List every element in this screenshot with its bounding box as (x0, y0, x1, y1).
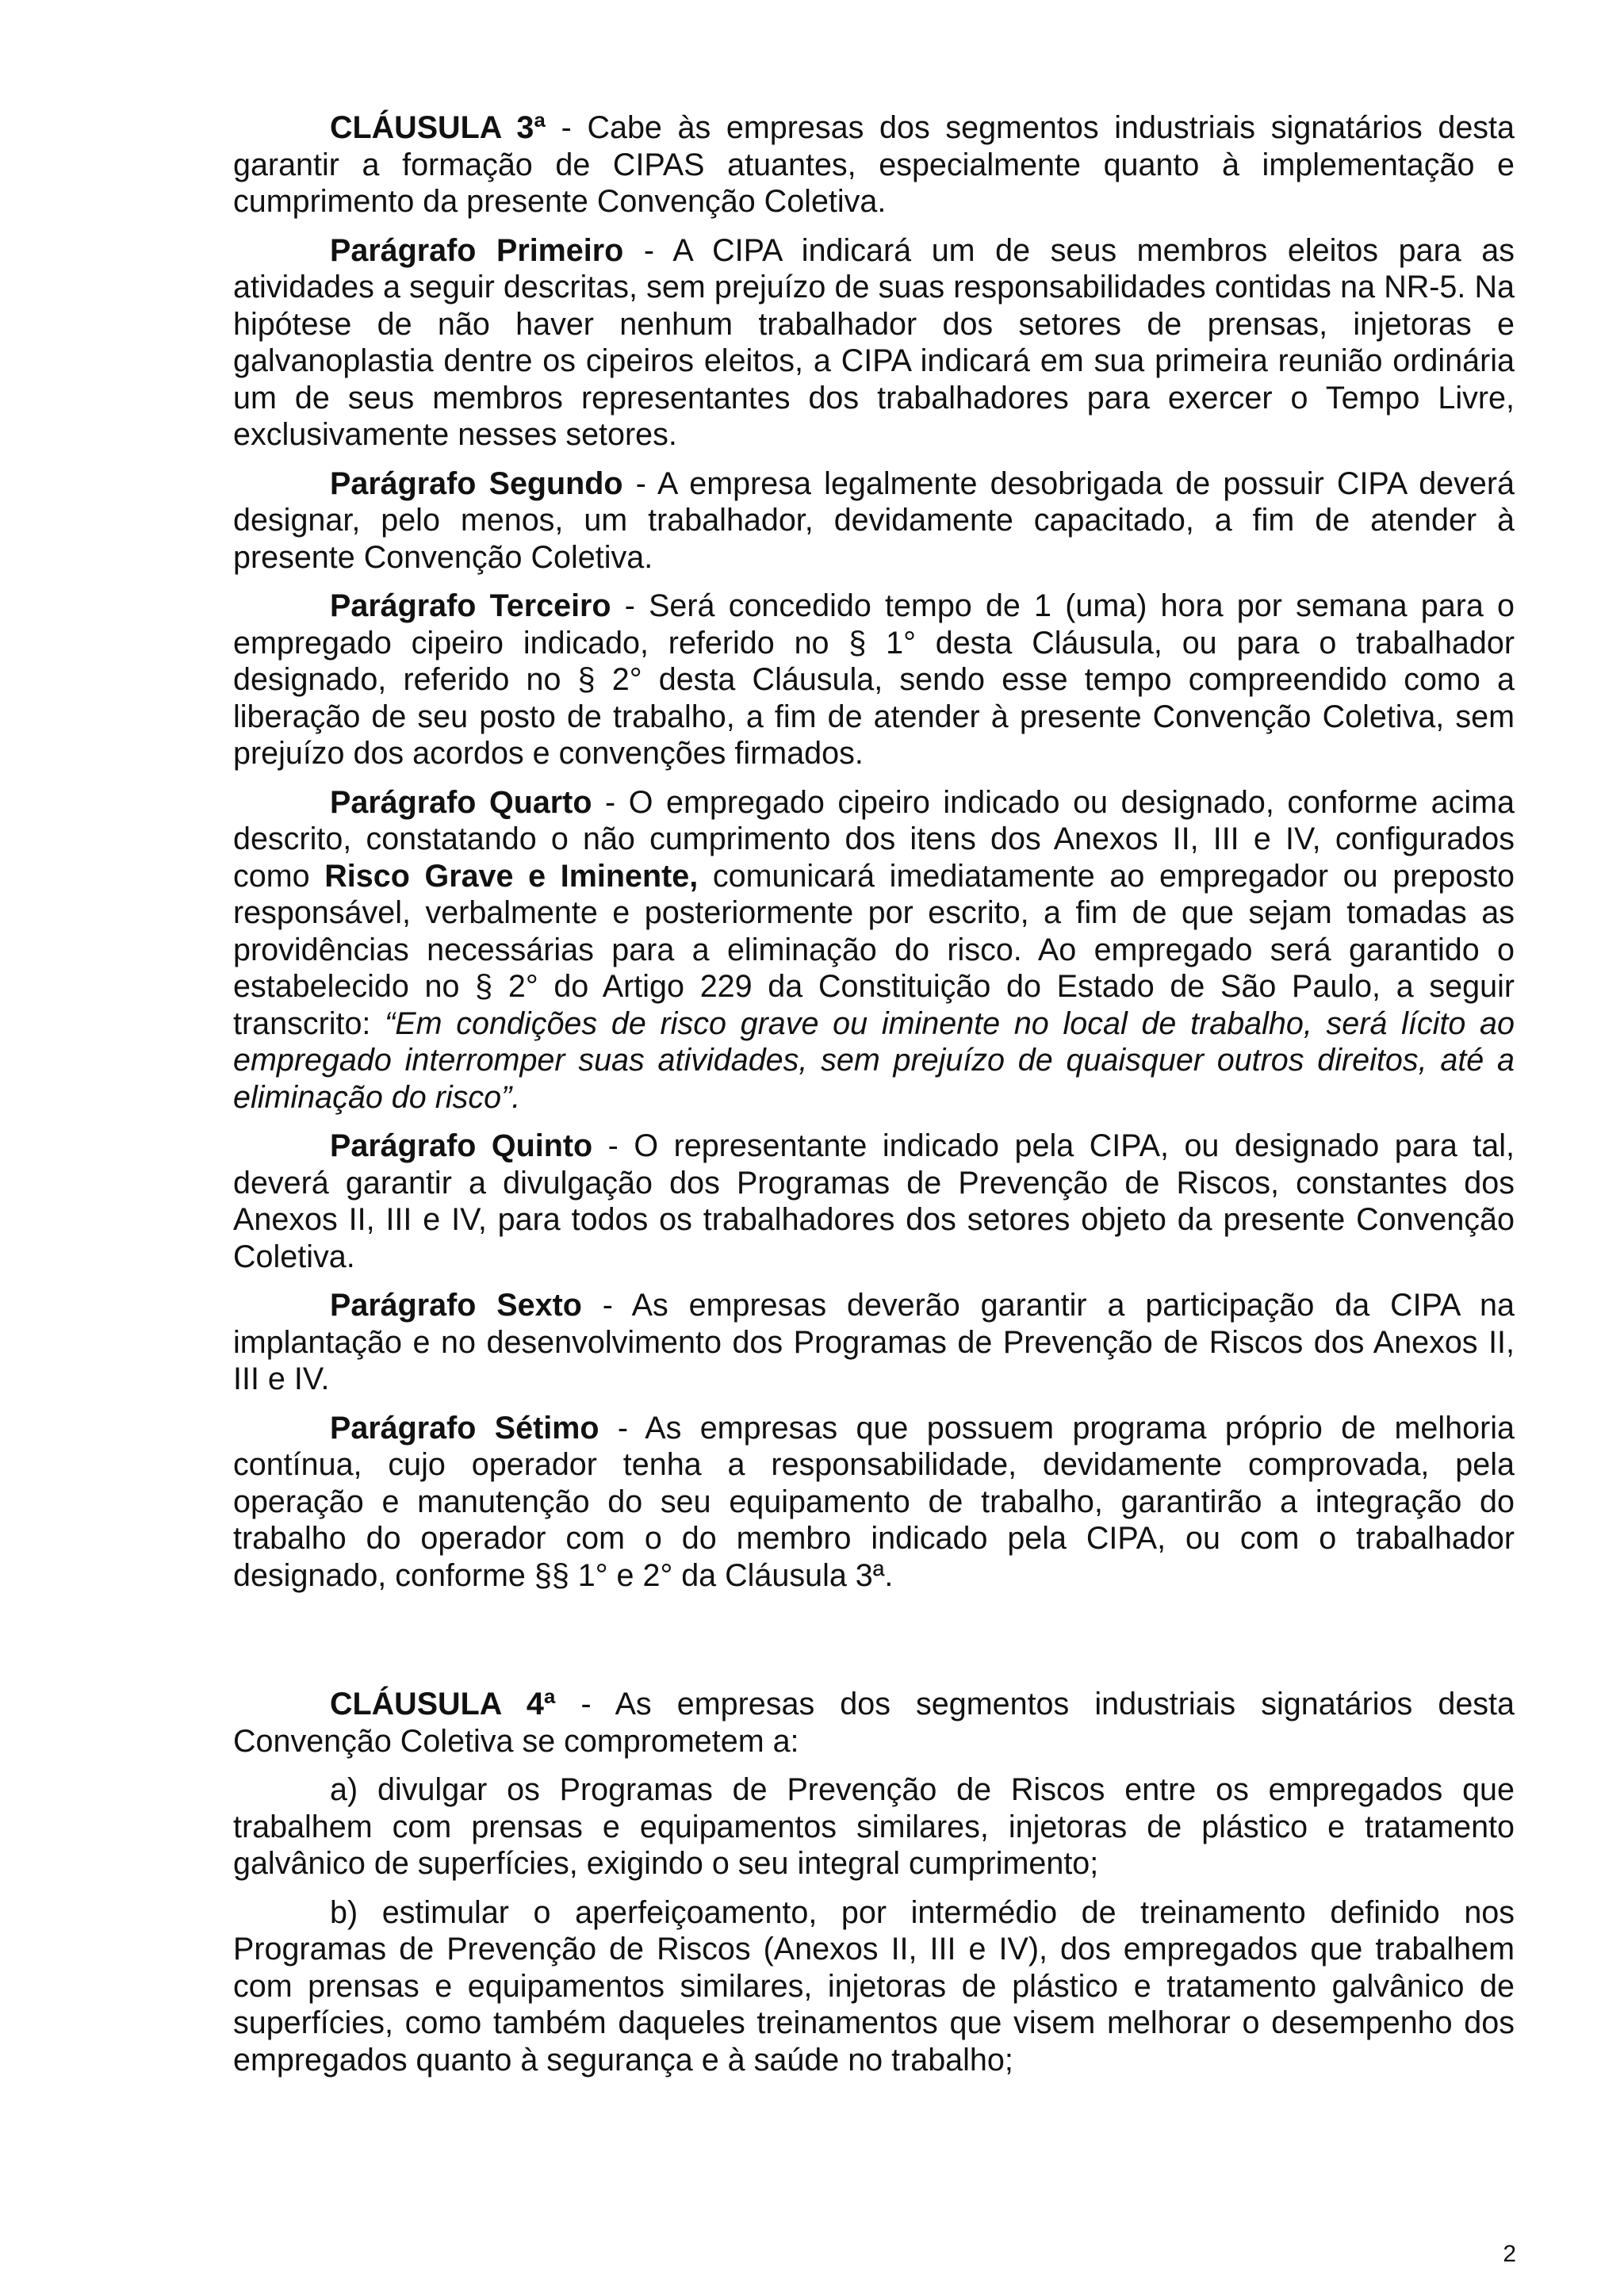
paragrafo-segundo (233, 465, 1515, 576)
paragrafo-quarto-heading: Parágrafo Quarto (330, 784, 592, 820)
constitution-quote: “Em condições de risco grave ou iminente no local de trabalho, será lícito ao empregado interromper suas atividades, sem prejuízo de quaisquer outros direitos, até a eliminação do risco”. (233, 1005, 1515, 1115)
clausula-3-text: - Cabe às empresas dos segmentos industriais signatários desta garantir a formação de CIPAS atuantes, especialmente quanto à implementação e cumprimento da presente Convenção Coletiva. (233, 110, 1515, 219)
risco-grave-emphasis: Risco Grave e Iminente, (324, 858, 699, 894)
paragrafo-sexto-heading: Parágrafo Sexto (330, 1288, 582, 1323)
clausula-4-paragraph (233, 1686, 1515, 1760)
paragrafo-primeiro-text: - A CIPA indicará um de seus membros eleitos para as atividades a seguir descritas, sem prejuízo de suas responsabilidades contidas na NR-5. Na hipótese de não haver nenhum trabalhador dos setores de prensas, injetoras e galvanoplastia dentre os cipeiros eleitos, a CIPA indicará em sua primeira reunião ordinária um de seus membros representantes dos trabalhadores para exercer o Tempo Livre, exclusivamente nesses setores. (233, 232, 1515, 452)
paragrafo-setimo-heading: Parágrafo Sétimo (330, 1410, 599, 1446)
paragrafo-sexto-text: - As empresas deverão garantir a participação da CIPA na implantação e no desenvolvimento dos Programas de Prevenção de Riscos dos Anexos II, III e IV. (233, 1288, 1515, 1396)
paragrafo-quinto-heading: Parágrafo Quinto (330, 1128, 593, 1163)
paragrafo-terceiro-text: - Será concedido tempo de 1 (uma) hora por semana para o empregado cipeiro indicado, referido no § 1° desta Cláusula, ou para o trabalhador designado, referido no § 2° desta Cláusula, sendo esse tempo compreendido como a liberação de seu posto de trabalho, a fim de atender à presente Convenção Coletiva, sem prejuízo dos acordos e convenções firmados. (233, 588, 1515, 771)
clausula-3-heading: CLÁUSULA 3ª (330, 110, 546, 145)
paragrafo-quinto-text: - O representante indicado pela CIPA, ou designado para tal, deverá garantir a divulgação dos Programas de Prevenção de Riscos, constantes dos Anexos II, III e IV, para todos os trabalhadores dos setores objeto da presente Convenção Coletiva. (233, 1128, 1515, 1274)
paragrafo-quarto-text-after: comunicará imediatamente ao empregador ou preposto responsável, verbalmente e posteriormente por escrito, a fim de que sejam tomadas as providências necessárias para a eliminação do risco. Ao empregado será garantido o estabelecido no § 2° do Artigo 229 da Constituição do Estado de São Paulo, a seguir transcrito: (233, 858, 1515, 1041)
paragrafo-primeiro (233, 232, 1515, 454)
paragrafo-segundo-heading: Parágrafo Segundo (330, 465, 623, 501)
paragrafo-terceiro-heading: Parágrafo Terceiro (330, 588, 611, 623)
paragrafo-terceiro (233, 588, 1515, 772)
paragrafo-quarto (233, 784, 1515, 1116)
clausula-3-paragraph (233, 109, 1515, 220)
clausula-4-text: - As empresas dos segmentos industriais signatários desta Convenção Coletiva se comprometem a: (233, 1687, 1515, 1759)
page-number: 2 (1503, 2241, 1516, 2267)
paragrafo-quarto-text-before: - O empregado cipeiro indicado ou designado, conforme acima descrito, constatando o não cumprimento dos itens dos Anexos II, III e IV, configurados como (233, 784, 1515, 894)
paragrafo-setimo-text: - As empresas que possuem programa próprio de melhoria contínua, cujo operador tenha a responsabilidade, devidamente comprovada, pela operação e manutenção do seu equipamento de trabalho, garantirão a integração do trabalho do operador com o do membro indicado pela CIPA, ou com o trabalhador designado, conforme §§ 1° e 2° da Cláusula 3ª. (233, 1410, 1515, 1593)
paragrafo-setimo (233, 1410, 1515, 1595)
clausula-4-item-b: b) estimular o aperfeiçoamento, por intermédio de treinamento definido nos Programas de Prevenção de Riscos (Anexos II, III e IV), dos empregados que trabalhem com prensas e equipamentos similares, injetoras de plástico e tratamento galvânico de superfícies, como também daqueles treinamentos que visem melhorar o desempenho dos empregados quanto à segurança e à saúde no trabalho; (233, 1894, 1515, 2078)
paragrafo-segundo-text: - A empresa legalmente desobrigada de possuir CIPA deverá designar, pelo menos, um trabalhador, devidamente capacitado, a fim de atender à presente Convenção Coletiva. (233, 465, 1515, 575)
document-body (233, 109, 1515, 2090)
clausula-4-item-a: a) divulgar os Programas de Prevenção de Riscos entre os empregados que trabalhem com prensas e equipamentos similares, injetoras de plástico e tratamento galvânico de superfícies, exigindo o seu integral cumprimento; (233, 1772, 1515, 1881)
paragrafo-primeiro-heading: Parágrafo Primeiro (330, 232, 624, 268)
paragrafo-quinto (233, 1128, 1515, 1275)
paragrafo-sexto (233, 1287, 1515, 1398)
clausula-4-heading: CLÁUSULA 4ª (330, 1687, 556, 1721)
